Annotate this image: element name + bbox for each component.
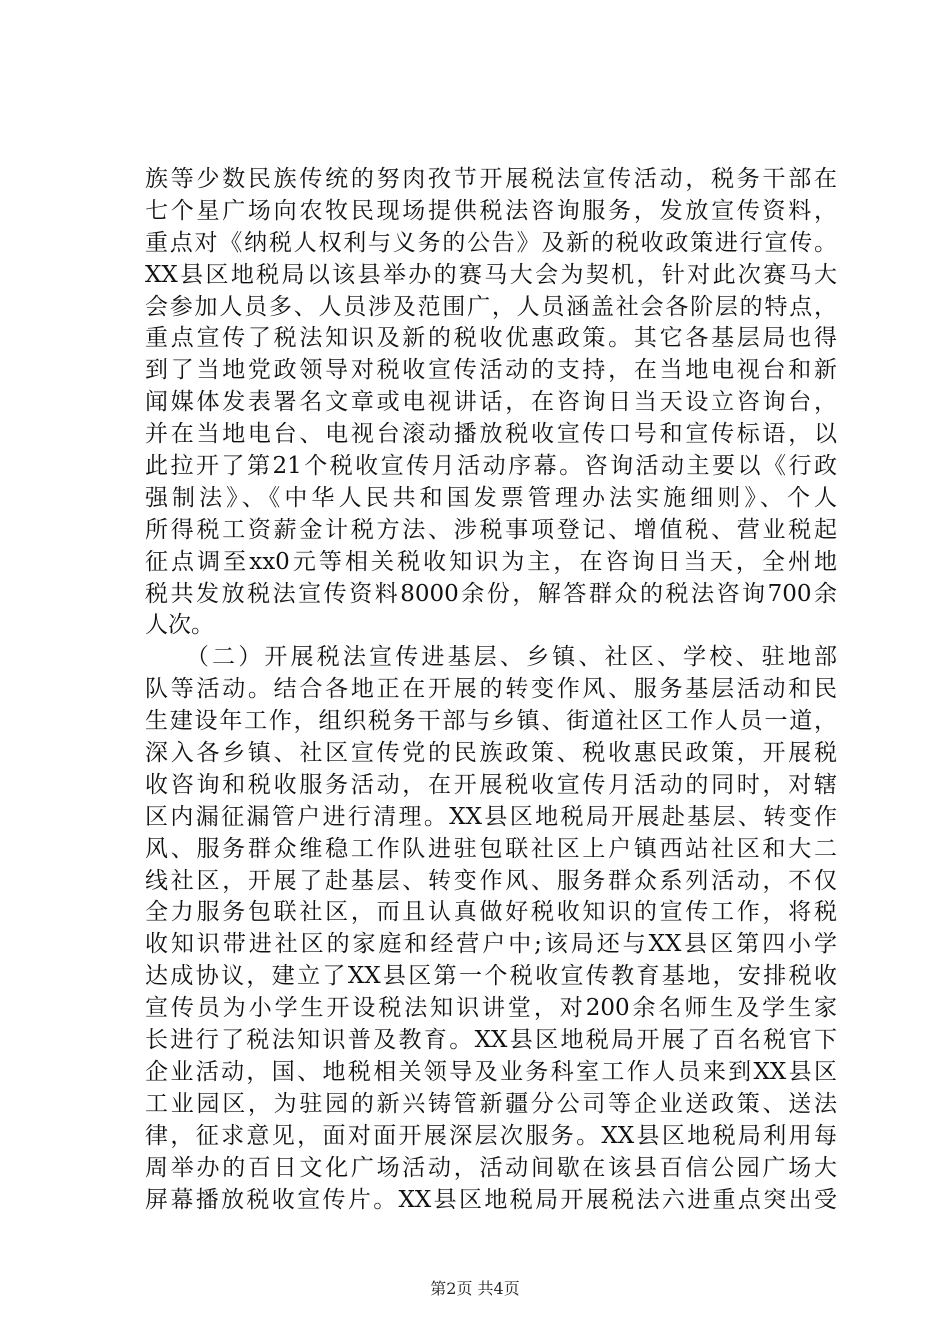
text-line: 此拉开了第21个税收宣传月活动序幕。咨询活动主要以《行政 — [145, 453, 837, 480]
text-line: （二）开展税法宣传进基层、乡镇、社区、学校、驻地部 — [145, 644, 837, 671]
text-line: 所得税工资薪金计税方法、涉税事项登记、增值税、营业税起 — [145, 516, 837, 543]
text-line: 族等少数民族传统的努肉孜节开展税法宣传活动，税务干部在 — [145, 166, 837, 192]
text-line: 闻媒体发表署名文章或电视讲话，在咨询日当天设立咨询台， — [145, 389, 837, 416]
text-line: 律，征求意见，面对面开展深层次服务。XX县区地税局利用每 — [145, 1122, 837, 1149]
text-line: 长进行了税法知识普及教育。XX县区地税局开展了百名税官下 — [145, 1027, 837, 1054]
text-line: 风、服务群众维稳工作队进驻包联社区上户镇西站社区和大二 — [145, 835, 837, 862]
text-line: 到了当地党政领导对税收宣传活动的支持，在当地电视台和新 — [145, 357, 837, 384]
text-line: 重点对《纳税人权利与义务的公告》及新的税收政策进行宣传。 — [145, 229, 837, 256]
text-line: 征点调至xx0元等相关税收知识为主，在咨询日当天，全州地 — [145, 548, 837, 575]
text-line: 重点宣传了税法知识及新的税收优惠政策。其它各基层局也得 — [145, 325, 837, 352]
body-text — [145, 164, 837, 1216]
text-line: 收知识带进社区的家庭和经营户中;该局还与XX县区第四小学 — [145, 931, 837, 958]
text-line: 周举办的百日文化广场活动，活动间歇在该县百信公园广场大 — [145, 1154, 837, 1181]
text-line: 线社区，开展了赴基层、转变作风、服务群众系列活动，不仅 — [145, 867, 837, 894]
text-line: 工业园区，为驻园的新兴铸管新疆分公司等企业送政策、送法 — [145, 1090, 837, 1117]
text-line: 生建设年工作，组织税务干部与乡镇、街道社区工作人员一道， — [145, 708, 837, 735]
text-line: 屏幕播放税收宣传片。XX县区地税局开展税法六进重点突出受 — [145, 1186, 837, 1213]
text-line: 收咨询和税收服务活动，在开展税收宣传月活动的同时，对辖 — [145, 771, 837, 798]
text-line: 七个星广场向农牧民现场提供税法咨询服务，发放宣传资料， — [145, 197, 837, 224]
text-line: 人次。 — [145, 612, 214, 639]
text-line: 强制法》、《中华人民共和国发票管理办法实施细则》、个人 — [145, 484, 837, 511]
text-line: 全力服务包联社区，而且认真做好税收知识的宣传工作，将税 — [145, 899, 837, 926]
text-line: 税共发放税法宣传资料8000余份，解答群众的税法咨询700余 — [145, 580, 837, 607]
text-line: 深入各乡镇、社区宣传党的民族政策、税收惠民政策，开展税 — [145, 740, 837, 767]
text-line: 会参加人员多、人员涉及范围广，人员涵盖社会各阶层的特点， — [145, 293, 837, 320]
text-line: 企业活动，国、地税相关领导及业务科室工作人员来到XX县区 — [145, 1058, 837, 1085]
text-line: 并在当地电台、电视台滚动播放税收宣传口号和宣传标语，以 — [145, 421, 837, 448]
text-line: XX县区地税局以该县举办的赛马大会为契机，针对此次赛马大 — [145, 261, 837, 288]
text-line: 达成协议，建立了XX县区第一个税收宣传教育基地，安排税收 — [145, 963, 837, 990]
text-line: 区内漏征漏管户进行清理。XX县区地税局开展赴基层、转变作 — [145, 803, 837, 830]
text-line: 队等活动。结合各地正在开展的转变作风、服务基层活动和民 — [145, 676, 837, 703]
page-number: 第2页 共4页 — [430, 1279, 520, 1298]
text-line: 宣传员为小学生开设税法知识讲堂，对200余名师生及学生家 — [145, 995, 837, 1022]
